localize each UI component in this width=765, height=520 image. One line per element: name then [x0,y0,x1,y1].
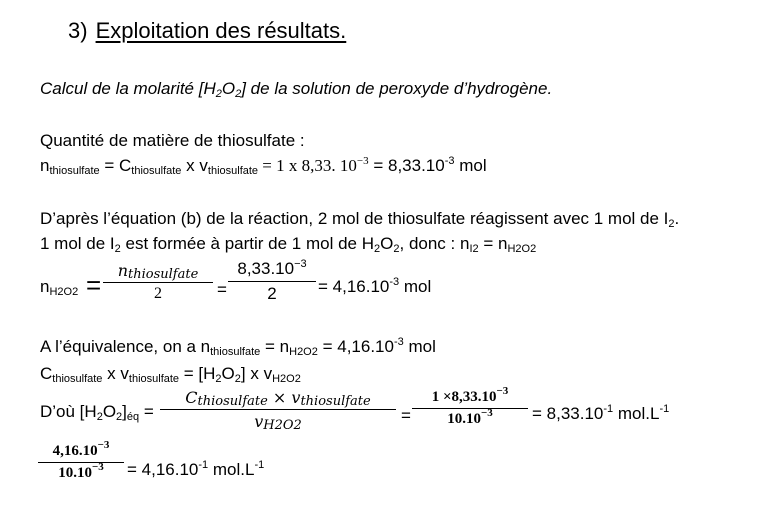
fraction-bar [103,282,213,283]
eq-text: v [254,412,264,431]
eq-exp: -1 [254,459,265,471]
equivalence-line-1 [40,337,436,357]
eq-text: O [102,402,117,421]
intro-text-b: O [221,79,236,98]
equation-line-1 [40,209,679,229]
quantity-label: Quantité de matière de thiosulfate : [40,131,305,150]
eq-sub: I2 [469,243,479,255]
eq-exp: −3 [294,258,307,270]
eq-text: = 8,33.10 [368,156,445,175]
nh2o2-result [318,277,431,297]
eq-text: mol [454,156,487,175]
eq-text: = [139,402,154,421]
eq-text: D’après l’équation (b) de la réaction, 2 mol de thiosulfate réagissent avec 1 mol de I [40,209,669,228]
eq-text: 8,33.10 [237,259,295,278]
eq-sub: H2O2 [49,286,79,298]
eq-sub: H2O2 [289,346,318,358]
eq-text: O [221,364,235,383]
quantity-equation [40,156,487,176]
equals-sign: = [86,270,102,300]
intro-text-a: Calcul de la molarité [H [40,79,216,98]
eq-exp: −3 [356,155,369,167]
eq-sub: 2 [96,411,103,423]
fraction-numerator [160,388,396,407]
section-title: Exploitation des résultats. [95,18,347,43]
fraction-numerator [228,259,316,279]
eq-exp: -3 [444,155,455,167]
equals-sign: = [217,280,227,299]
fraction-bar [412,408,528,409]
eq-text: 10.10 [447,411,481,427]
fraction-bar [160,409,396,410]
eq-text: 10.10 [58,465,92,481]
concentration-lhs [40,402,154,422]
fraction-bar [228,281,316,282]
eq-text: C [185,388,198,407]
fraction-numerator [412,385,528,406]
eq-sub: 2 [215,373,222,385]
fraction-denominator [412,407,528,428]
eq-text: ] [122,402,127,421]
eq-sub: 2 [374,243,381,255]
eq-text: mol [399,277,432,296]
eq-text: x v [102,364,129,383]
eq-text: × [267,388,292,407]
fraction-numeric [412,385,528,428]
fraction-denominator [38,461,124,482]
eq-text: n [117,261,129,280]
eq-sub: thiosulfate [300,394,371,409]
eq-sub: thiosulfate [52,373,103,385]
last-result [127,460,264,480]
eq-text: x v [181,156,208,175]
concentration-result [532,404,669,424]
section-number: 3) [68,18,88,43]
eq-text: , donc : n [399,234,470,253]
equivalence-line-2 [40,364,301,384]
eq-sub: H2O2 [507,243,537,255]
eq-text: v [291,388,301,407]
eq-text: ] x v [240,364,273,383]
eq-text: 4,16.10 [52,443,98,459]
eq-text: = C [99,156,132,175]
eq-text: = 8,33.10 [532,404,604,423]
eq-exp: -3 [389,276,400,288]
eq-text: 1 mol de I [40,234,115,253]
eq-exp: −3 [480,407,493,419]
section-heading [68,18,346,44]
intro-line [40,79,552,99]
eq-sub: 2 [668,218,675,230]
eq-sub: H2O2 [263,418,302,433]
eq-text: = 1 x 8,33. 10 [258,156,357,175]
equals-sign: = [401,406,411,425]
fraction-numerator [103,261,213,280]
eq-text: = n [260,337,290,356]
eq-text: O [380,234,394,253]
eq-sub: thiosulfate [49,165,100,177]
eq-sub: thiosulfate [207,165,259,177]
eq-sub: 2 [393,243,400,255]
fraction-last [38,439,124,482]
fraction-bar [38,462,124,463]
intro-sub: 2 [215,88,222,100]
eq-sub: thiosulfate [210,346,261,358]
eq-text: = n [478,234,508,253]
eq-text: = 4,16.10 [318,277,390,296]
eq-text: n [40,156,50,175]
eq-text: C [40,364,53,383]
eq-text: mol [403,337,436,356]
eq-sub: 2 [234,373,241,385]
eq-sub: 2 [116,411,123,423]
eq-text: 1 ×8,33.10 [431,389,497,405]
eq-exp: -1 [603,403,614,415]
eq-sub: thiosulfate [128,373,180,385]
eq-text: D’où [H [40,402,97,421]
intro-sub: 2 [235,88,242,100]
eq-text: n [40,277,50,296]
intro-text-c: ] de la solution de peroxyde d’hydrogène. [241,79,553,98]
eq-text: = [H [179,364,216,383]
fraction-denominator [160,412,396,431]
fraction-denominator: 2 [154,285,162,302]
fraction-denominator: 2 [267,284,277,303]
eq-exp: −3 [91,461,104,473]
eq-exp: -1 [659,403,670,415]
eq-text: = 4,16.10 [317,337,394,356]
eq-text: = 4,16.10 [127,460,199,479]
eq-exp: -3 [393,336,404,348]
eq-sub: H2O2 [272,373,301,385]
eq-sub: thiosulfate [131,165,182,177]
eq-text: A l’équivalence, on a n [40,337,211,356]
fraction-numerator [38,439,124,460]
eq-sub: 2 [114,243,121,255]
eq-sub: thiosulfate [128,267,199,282]
nh2o2-lhs [40,277,78,297]
eq-text: est formée à partir de 1 mol de H [120,234,375,253]
eq-text: mol.L [208,460,255,479]
eq-exp: -1 [198,459,209,471]
fraction-cv-over-v [160,388,396,431]
fraction-n-over-2 [103,261,213,303]
fraction-833-over-2 [228,259,316,304]
eq-exp: −3 [496,385,509,397]
eq-sub: thiosulfate [197,394,268,409]
equation-line-2 [40,234,536,254]
eq-text: mol.L [613,404,660,423]
eq-sub: éq [126,411,140,423]
eq-exp: −3 [97,439,110,451]
eq-text: . [674,209,680,228]
